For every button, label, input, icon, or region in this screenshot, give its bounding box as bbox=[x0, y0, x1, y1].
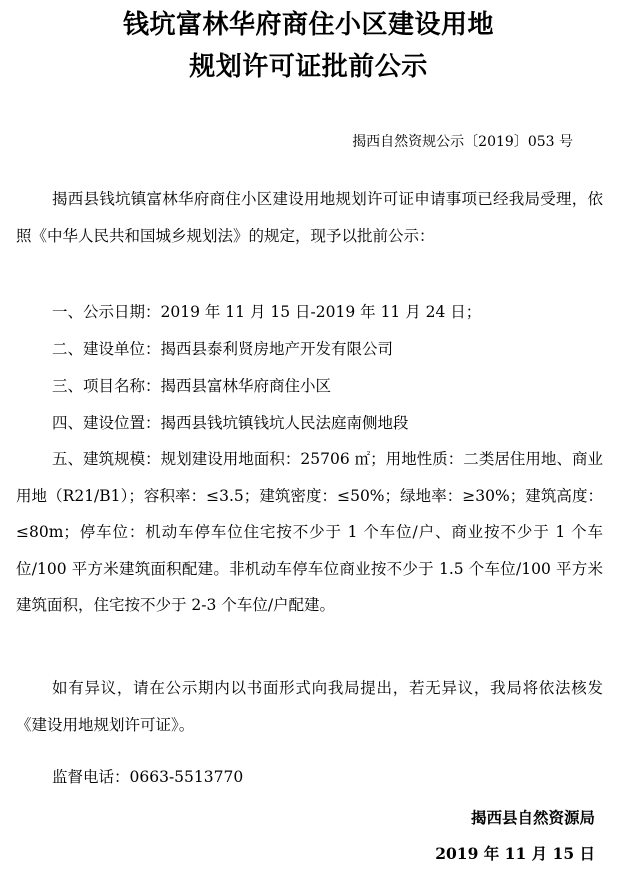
item-construction-location bbox=[16, 405, 603, 442]
intro-paragraph bbox=[16, 181, 603, 254]
item-construction-scale-text: 五、建筑规模：规划建设用地面积：25706 ㎡；用地性质：二类居住用地、商业用地（R21/B1）；容积率：≤3.5；建筑密度：≤50%；绿地率：≥30%；建筑高度：≤80m；停车位：机动车停车位住宅按不少于 1 个车位/户、商业按不少于 1 个车位/100 平方米建筑面积配建。非机动车停车位商业按不少于 1.5 个车位/100 平方米建筑面积，住宅按不少于 2-3 个车位/户配建。 bbox=[16, 450, 603, 614]
item-construction-scale bbox=[16, 441, 603, 624]
objection-paragraph bbox=[16, 670, 603, 743]
item-construction-location-text: 四、建设位置：揭西县钱坑镇钱坑人民法庭南侧地段 bbox=[52, 414, 409, 432]
supervision-phone-text: 监督电话：0663-5513770 bbox=[52, 768, 244, 786]
supervision-phone bbox=[16, 759, 603, 796]
intro-text: 揭西县钱坑镇富林华府商住小区建设用地规划许可证申请事项已经我局受理，依照《中华人民共和国城乡规划法》的规定，现予以批前公示： bbox=[16, 190, 603, 245]
item-construction-unit-text: 二、建设单位：揭西县泰利贤房地产开发有限公司 bbox=[52, 340, 394, 358]
issuing-organization: 揭西县自然资源局 bbox=[470, 808, 595, 827]
notice-title-line-1: 钱坑富林华府商住小区建设用地 bbox=[122, 10, 494, 40]
document-number: 揭西自然资规公示〔2019〕053 号 bbox=[352, 134, 573, 150]
item-project-name bbox=[16, 368, 603, 405]
issue-date: 2019 年 11 月 15 日 bbox=[435, 844, 595, 863]
item-publicity-date bbox=[16, 294, 603, 331]
item-project-name-text: 三、项目名称：揭西县富林华府商住小区 bbox=[52, 377, 332, 395]
objection-text: 如有异议，请在公示期内以书面形式向我局提出，若无异议，我局将依法核发《建设用地规划许可证》。 bbox=[16, 679, 603, 734]
item-publicity-date-text: 一、公示日期：2019 年 11 月 15 日-2019 年 11 月 24 日； bbox=[52, 303, 482, 321]
item-construction-unit bbox=[16, 331, 603, 368]
notice-title-line-2: 规划许可证批前公示 bbox=[189, 52, 428, 82]
